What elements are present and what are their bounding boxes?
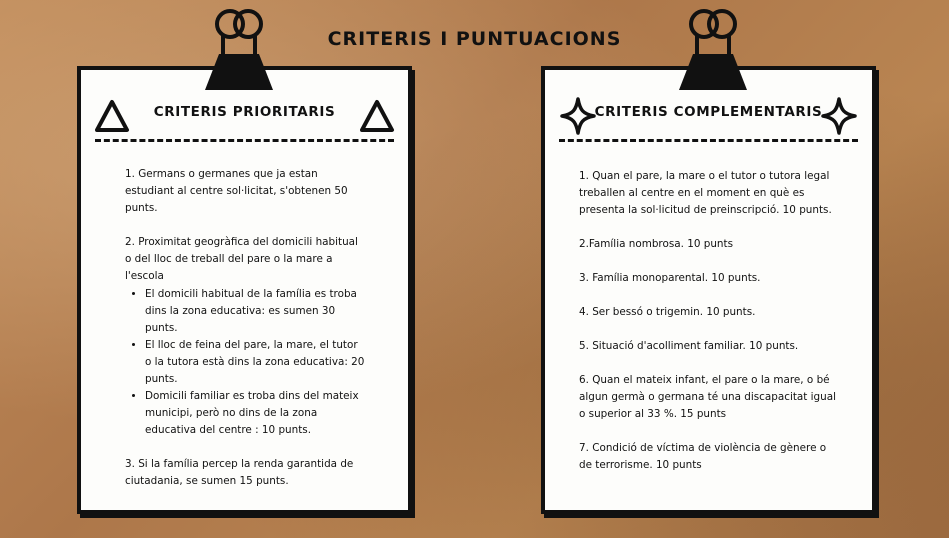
criterion-item: 1. Germans o germanes que ja estan estudiant al centre sol·licitat, s'obtenen 50 punts. [125, 168, 348, 214]
criterion-item: 1. Quan el pare, la mare o el tutor o tutora legal treballen al centre en el moment en què es presenta la sol·licitud de preinscripció. 10 punts. [579, 170, 832, 216]
criterion-item: 5. Situació d'acolliment familiar. 10 punts. [579, 340, 799, 352]
criterion-item: 4. Ser bessó o trigemin. 10 punts. [579, 306, 756, 318]
binder-clip-icon [675, 4, 751, 94]
card-title: CRITERIS COMPLEMENTARIS [594, 104, 823, 120]
binder-clip-icon [201, 4, 277, 94]
card-criteris-complementaris [541, 66, 876, 514]
dashed-divider [95, 139, 394, 142]
criterion-item: 2.Família nombrosa. 10 punts [579, 238, 733, 250]
card-criteris-prioritaris [77, 66, 412, 514]
criterion-item: 3. Família monoparental. 10 punts. [579, 272, 761, 284]
page-title: CRITERIS I PUNTUACIONS [327, 28, 622, 50]
card-title: CRITERIS PRIORITARIS [153, 104, 336, 120]
criterion-item: 6. Quan el mateix infant, el pare o la mare, o bé algun germà o germana té una discapacitat igual o superior al 33 %. 15 punts [579, 374, 836, 420]
sub-criterion-item: • El lloc de feina del pare, la mare, el tutor o la tutora està dins la zona educativa: 20 punts. [145, 337, 365, 388]
criterion-item: 2. Proximitat geogràfica del domicili habitual o del lloc de treball del pare o la mare a l'escola [125, 236, 358, 282]
sub-criterion-item: • El domicili habitual de la família es troba dins la zona educativa: es sumen 30 punts. [145, 286, 365, 337]
criteria-list [579, 168, 837, 491]
dashed-divider [559, 139, 858, 142]
sub-criteria-list [125, 286, 365, 439]
sub-criterion-item: • Domicili familiar es troba dins del mateix municipi, però no dins de la zona educativa del centre : 10 punts. [145, 388, 365, 439]
criterion-item: 3. Si la família percep la renda garantida de ciutadania, se sumen 15 punts. [125, 458, 354, 487]
criteria-list [125, 166, 365, 507]
criterion-item: 7. Condició de víctima de violència de gènere o de terrorisme. 10 punts [579, 442, 827, 471]
